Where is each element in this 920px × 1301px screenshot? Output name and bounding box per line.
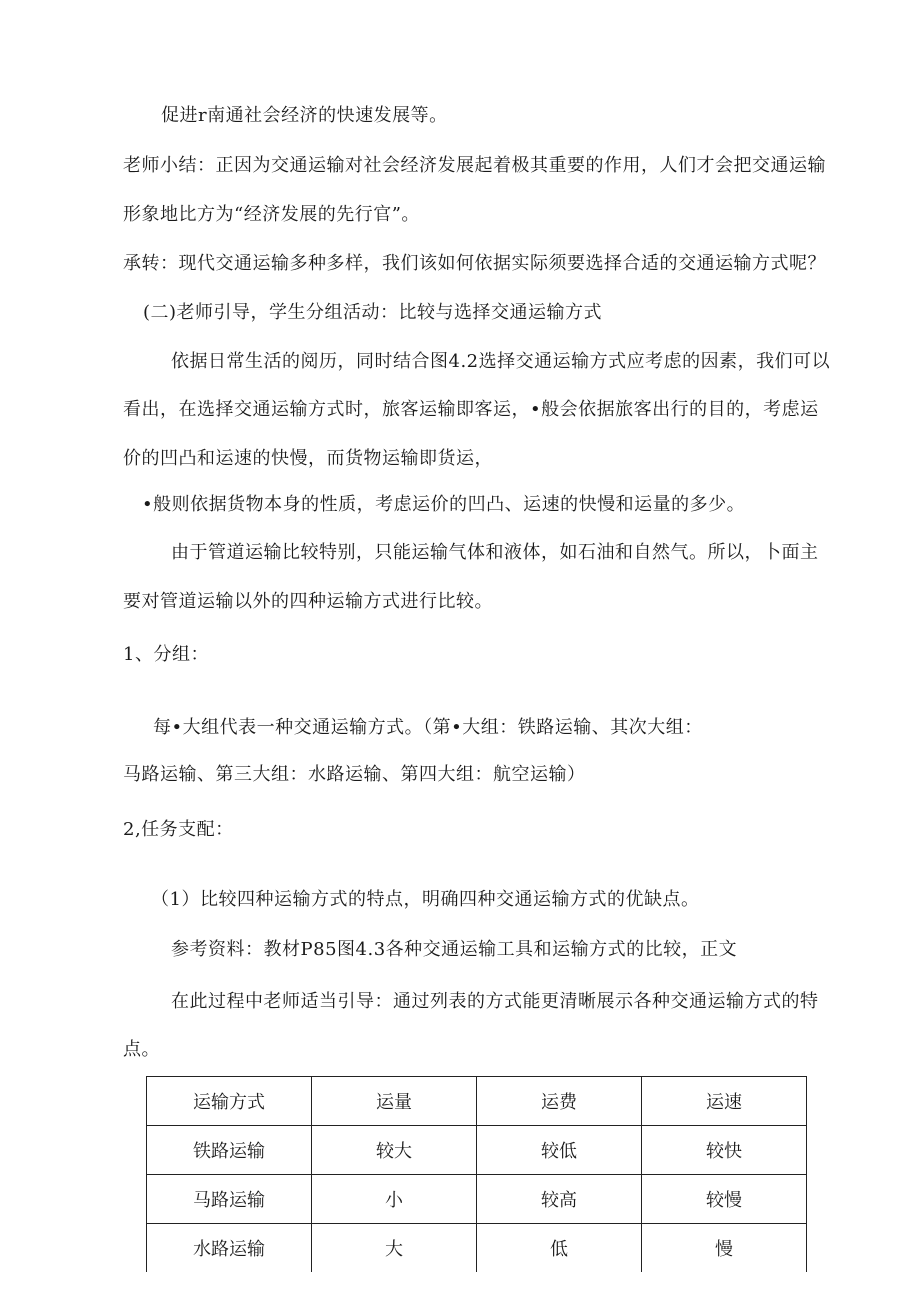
- paragraph-line: 马路运输、第三大组：水路运输、第四大组：航空运输）: [123, 764, 586, 785]
- table-header-cell: 运输方式: [147, 1077, 312, 1126]
- table-cell: 较慢: [642, 1175, 807, 1224]
- paragraph-line: 点。: [123, 1039, 160, 1060]
- table-row: [147, 1175, 807, 1224]
- paragraph-line: 由于管道运输比较特别，只能运输气体和液体，如石油和自然气。所以，卜面主: [171, 542, 819, 563]
- table-cell: 水路运输: [147, 1224, 312, 1273]
- comparison-table: [146, 1076, 807, 1272]
- paragraph-line: 在此过程中老师适当引导：通过列表的方式能更清晰展示各种交通运输方式的特: [171, 991, 819, 1012]
- table-row: [147, 1224, 807, 1273]
- paragraph-line: 要对管道运输以外的四种运输方式进行比较。: [123, 591, 493, 612]
- table-header-row: [147, 1077, 807, 1126]
- list-heading: 2,任务支配：: [123, 819, 234, 840]
- table-cell: 较快: [642, 1126, 807, 1175]
- table-header-cell: 运速: [642, 1077, 807, 1126]
- paragraph-line: 承转：现代交通运输多种多样，我们该如何依据实际须要选择合适的交通运输方式呢？: [123, 253, 826, 274]
- list-heading: 1、分组：: [123, 644, 209, 665]
- table-cell: 低: [477, 1224, 642, 1273]
- table-row: [147, 1126, 807, 1175]
- paragraph-line: 参考资料：教材P85图4.3各种交通运输工具和运输方式的比较，正文: [171, 939, 738, 960]
- paragraph-line: 形象地比方为“经济发展的先行官”。: [123, 204, 420, 225]
- paragraph-line: 依据日常生活的阅历，同时结合图4.2选择交通运输方式应考虑的因素，我们可以: [171, 351, 831, 372]
- paragraph-line: （1）比较四种运输方式的特点，明确四种交通运输方式的优缺点。: [151, 889, 700, 910]
- table-cell: 较大: [312, 1126, 477, 1175]
- paragraph-line: •般则依据货物本身的性质，考虑运价的凹凸、运速的快慢和运量的多少。: [142, 494, 746, 515]
- table-cell: 铁路运输: [147, 1126, 312, 1175]
- table-header-cell: 运费: [477, 1077, 642, 1126]
- paragraph-line: 促进r南通社会经济的快速发展等。: [161, 105, 448, 126]
- table-cell: 小: [312, 1175, 477, 1224]
- section-heading: (二)老师引导，学生分组活动：比较与选择交通运输方式: [143, 302, 603, 323]
- paragraph-line: 老师小结：正因为交通运输对社会经济发展起着极其重要的作用，人们才会把交通运输: [123, 155, 826, 176]
- paragraph-line: 看出，在选择交通运输方式时，旅客运输即客运，•般会依据旅客出行的目的，考虑运: [123, 399, 819, 420]
- table-cell: 较高: [477, 1175, 642, 1224]
- paragraph-line: 价的凹凸和运速的快慢，而货物运输即货运，: [123, 448, 493, 469]
- table-header-cell: 运量: [312, 1077, 477, 1126]
- table-cell: 马路运输: [147, 1175, 312, 1224]
- paragraph-line: 每•大组代表一种交通运输方式。（第•大组：铁路运输、其次大组：: [153, 717, 703, 738]
- table-cell: 慢: [642, 1224, 807, 1273]
- table-cell: 较低: [477, 1126, 642, 1175]
- table-cell: 大: [312, 1224, 477, 1273]
